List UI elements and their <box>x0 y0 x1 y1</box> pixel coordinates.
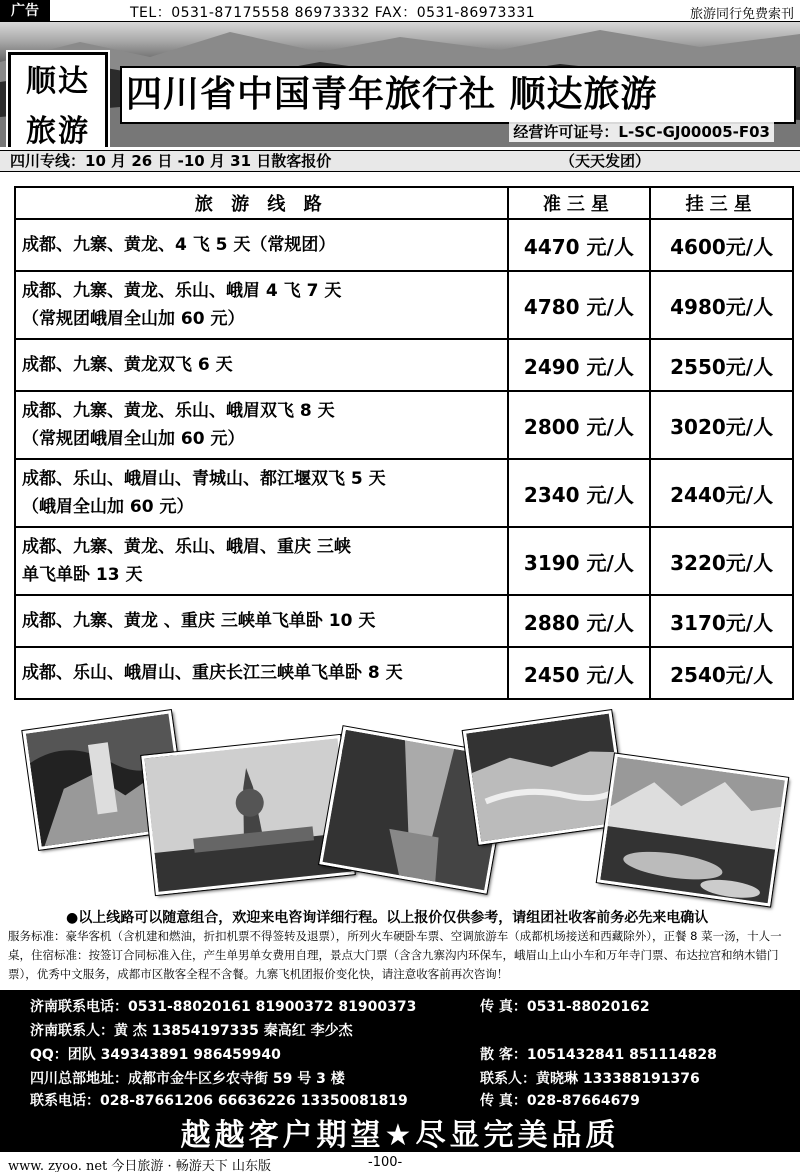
price-b: 3020元/人 <box>650 391 793 459</box>
route-cell <box>15 527 508 595</box>
route-name: 成都、九寨、黄龙、4 飞 5 天（常规团） <box>22 235 336 255</box>
route-name: 成都、九寨、黄龙双飞 6 天 <box>22 355 233 375</box>
company-logo <box>8 52 108 147</box>
hq-address: 四川总部地址：成都市金牛区乡农寺街 59 号 3 楼 <box>30 1071 345 1087</box>
route-header-text: 四川专线：10 月 26 日 -10 月 31 日散客报价 <box>10 152 332 170</box>
price-b: 2540元/人 <box>650 647 793 699</box>
logo-line-2: 旅游 <box>26 114 90 147</box>
route-cell <box>15 391 508 459</box>
photo-snow-mountain-pools <box>597 753 788 906</box>
route-name: 成都、九寨、黄龙、乐山、峨眉 4 飞 7 天 <box>22 281 342 301</box>
daily-departure: （天天发团） <box>560 152 651 170</box>
jinan-fax: 传 真：0531-88020162 <box>480 999 650 1015</box>
logo-line-1: 顺达 <box>26 64 90 99</box>
top-right-note: 旅游同行免费索刊 <box>689 7 794 22</box>
table-row <box>15 595 793 647</box>
price-a: 2800 元/人 <box>508 391 651 459</box>
ad-label: 广告 <box>0 0 50 22</box>
service-standard: 服务标准：豪华客机（含机建和燃油，折扣机票不得签转及退票），所列火车硬卧车票、空调旅游车（成都机场接送和西藏除外），正餐 8 菜一汤，十人一桌，住宿标准：按签订合同标准入住，产生单男单女费用自理，景点大门票（含含九寨沟内环保车，峨眉山上山小车和万年寺门票、布达拉宫和纳木错门票），优秀中文服务，成都市区散客全程不含餐。九寨飞机团报价变化快，请注意收客前再次咨询！ <box>8 929 782 981</box>
header-route: 旅 游 线 路 <box>15 187 508 219</box>
route-cell <box>15 219 508 271</box>
route-cell <box>15 647 508 699</box>
slogan: 越越客户期望★尽显完美品质 <box>180 1118 620 1153</box>
price-b: 2550元/人 <box>650 339 793 391</box>
company-title: 四川省中国青年旅行社 顺达旅游 <box>120 66 796 124</box>
route-cell <box>15 271 508 339</box>
retail-qq: 散 客：1051432841 851114828 <box>480 1047 717 1063</box>
hq-contact: 联系人：黄晓琳 133388191376 <box>480 1071 700 1087</box>
photo-travertine-pools <box>463 710 628 845</box>
table-row <box>15 391 793 459</box>
route-note: （常规团峨眉全山加 60 元） <box>22 309 245 329</box>
top-contact: TEL：0531-87175558 86973332 FAX：0531-86973331 <box>130 2 535 23</box>
price-a: 2880 元/人 <box>508 595 651 647</box>
table-row <box>15 339 793 391</box>
page-number: -100- <box>368 1155 403 1170</box>
route-name: 成都、九寨、黄龙、乐山、峨眉、重庆 三峡 <box>22 537 351 557</box>
price-b: 4980元/人 <box>650 271 793 339</box>
table-row <box>15 271 793 339</box>
jinan-phone: 济南联系电话：0531-88020161 81900372 81900373 <box>30 999 417 1015</box>
price-a: 4780 元/人 <box>508 271 651 339</box>
price-a: 2340 元/人 <box>508 459 651 527</box>
route-note: （常规团峨眉全山加 60 元） <box>22 429 245 449</box>
price-b: 4600元/人 <box>650 219 793 271</box>
table-row <box>15 219 793 271</box>
main-note: ●以上线路可以随意组合，欢迎来电咨询详细行程。以上报价仅供参考，请组团社收客前务必先来电确认 <box>66 910 709 926</box>
photo-collage <box>30 700 800 910</box>
header-quasi-three-star: 准三星 <box>508 187 651 219</box>
price-b: 3220元/人 <box>650 527 793 595</box>
table-row <box>15 647 793 699</box>
route-name: 成都、九寨、黄龙、乐山、峨眉双飞 8 天 <box>22 401 335 421</box>
site-footer: www. zyoo. net 今日旅游 · 畅游天下 山东版 <box>8 1159 271 1172</box>
contact-footer <box>0 990 800 1152</box>
table-row <box>15 459 793 527</box>
qq-numbers: QQ：团队 349343891 986459940 <box>30 1047 281 1063</box>
route-cell <box>15 595 508 647</box>
bottom-bar <box>0 1154 800 1172</box>
hq-fax: 传 真：028-87664679 <box>480 1093 640 1109</box>
route-name: 成都、乐山、峨眉山、青城山、都江堰双飞 5 天 <box>22 469 386 489</box>
table-header-row <box>15 187 793 219</box>
banner <box>0 22 800 147</box>
license-number: 经营许可证号：L-SC-GJ00005-F03 <box>509 121 774 142</box>
jinan-contact: 济南联系人：黄 杰 13854197335 秦高红 李少杰 <box>30 1023 353 1039</box>
top-bar <box>0 0 800 22</box>
price-a: 3190 元/人 <box>508 527 651 595</box>
route-cell <box>15 459 508 527</box>
photo-golden-summit <box>141 735 355 895</box>
header-rated-three-star: 挂三星 <box>650 187 793 219</box>
price-table <box>14 186 794 700</box>
price-a: 4470 元/人 <box>508 219 651 271</box>
route-cell <box>15 339 508 391</box>
route-note: （峨眉全山加 60 元） <box>22 497 194 517</box>
hq-phone: 联系电话：028-87661206 66636226 13350081819 <box>30 1093 408 1109</box>
price-b: 2440元/人 <box>650 459 793 527</box>
route-name: 成都、乐山、峨眉山、重庆长江三峡单飞单卧 8 天 <box>22 663 403 683</box>
price-a: 2450 元/人 <box>508 647 651 699</box>
price-a: 2490 元/人 <box>508 339 651 391</box>
route-header <box>0 150 800 172</box>
route-note: 单飞单卧 13 天 <box>22 565 143 585</box>
table-row <box>15 527 793 595</box>
route-name: 成都、九寨、黄龙 、重庆 三峡单飞单卧 10 天 <box>22 611 376 631</box>
price-b: 3170元/人 <box>650 595 793 647</box>
